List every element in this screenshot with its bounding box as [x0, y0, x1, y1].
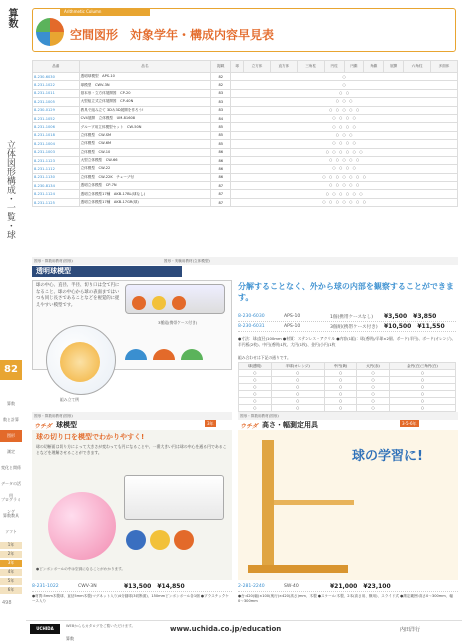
table-header: 品名 — [79, 61, 211, 73]
half-sphere-yellow — [150, 530, 170, 550]
table-row — [239, 384, 456, 391]
product-name: グループ用立体模型セット CW-50N — [79, 123, 211, 131]
product-spec-3: ●台:420(幅)×100(奥行)×420(高さ)mm、木製 ●スケール:木製、2本(高さ用、横用)、スライド式 ●測定範囲:高さ0〜300mm、幅0〜300mm — [238, 594, 453, 604]
half-discs-image — [125, 345, 215, 369]
table-cell: ○ — [324, 405, 357, 412]
product-code: 8-231-1003 — [33, 148, 80, 156]
grade-tab[interactable]: 6年 — [0, 587, 22, 594]
sidebar-tab[interactable]: 算数教具 — [3, 513, 19, 518]
product-name: 透明立体模型17種 AKB-17BL(球なし) — [79, 190, 211, 198]
footer-page-category: 算数 — [66, 636, 74, 641]
table-header: 三角柱 — [297, 61, 324, 73]
table-cell: ○ — [239, 398, 272, 405]
product-name: 立体模型 CW-10 — [79, 148, 211, 156]
footer-company: 内田洋行 — [400, 627, 421, 633]
coverage-marks: ○ — [231, 81, 458, 89]
product-spec: ●寸法：球(直径)100mm ●材質：ステンレス・アクリル ●内容(1組)：球(透明)/半球×2個、ボード(半円)、ボード(オレンジ)、半円板(2枚)、中円(透明)1枚、大円(1枚)、金円(小円)1枚 — [238, 336, 456, 347]
table-header: 六角柱 — [404, 61, 431, 73]
table-cell: ○ — [271, 398, 324, 405]
coverage-marks: ○ ○ — [231, 89, 458, 97]
price-row-3: 2-281-2240 SW-40 ¥21,000 ¥23,100 — [238, 582, 458, 592]
measure-post-image — [262, 440, 274, 570]
table-cell: ○ — [271, 384, 324, 391]
price-cell: ¥3,850 — [413, 313, 437, 320]
table-cell: ○ — [324, 370, 357, 377]
product-name: 立体模型 CW-22K チューブ付 — [79, 173, 211, 181]
product-headline: 分解することなく、外から球の内部を観察することができます。 — [238, 282, 454, 302]
storage-case-image — [124, 475, 224, 520]
table-cell: ○ — [271, 370, 324, 377]
coverage-marks: ○ ○ ○ — [231, 131, 458, 139]
page-ref: 82 — [211, 81, 231, 89]
table-cell: ○ — [239, 384, 272, 391]
sidebar-tab[interactable]: プログラミング — [1, 497, 21, 514]
page-ref: 86 — [211, 156, 231, 164]
price-cell: ¥3,500 — [384, 313, 408, 320]
page-ref: 83 — [211, 98, 231, 106]
category-label: 算数 — [6, 8, 17, 28]
price-cell: ¥10,500 — [384, 323, 412, 330]
product-name: CV4展開 立体模型 UM-81608 — [79, 114, 211, 122]
table-row — [239, 377, 456, 384]
table-cell: ○ — [357, 384, 390, 391]
page-ref: 86 — [211, 173, 231, 181]
sidebar-tab[interactable]: 算数 — [7, 401, 15, 406]
table-cell: ○ — [271, 391, 324, 398]
table-header: 角錐 — [364, 61, 384, 73]
image-annotation-2: 組み立て例 — [60, 397, 79, 402]
product-code: 8-231-1130 — [33, 173, 80, 181]
product-name: 透明球模型 APS-10 — [79, 73, 211, 81]
table-cell: ○ — [357, 370, 390, 377]
table-header: 大円(赤) — [357, 363, 390, 370]
product-name: 大型立体模型 CW-66 — [79, 156, 211, 164]
product-code: 8-231-1022 — [33, 81, 80, 89]
table-cell: ○ — [389, 391, 455, 398]
product-code: 8-230-8134 — [33, 182, 80, 190]
table-row — [33, 156, 458, 164]
image-annotation-3: ●ピンポンボールの中は空洞になることがわかります。 — [36, 567, 126, 571]
section-bar-2: 図形・算数用教材(図形) — [32, 412, 232, 420]
sidebar-tab[interactable]: データの活用 — [1, 481, 21, 498]
product-name: 教具で組み立て 3D＆3D展開を作ろう! — [79, 106, 211, 114]
combination-note: 組み合わせは下記の通りです。 — [238, 355, 291, 360]
price-cell: 8-230-6030 — [238, 314, 265, 319]
product-headline-2: 球の切り口を模型でわかりやすく! — [36, 433, 145, 441]
section-bar-1 — [32, 257, 458, 265]
table-row — [33, 140, 458, 148]
measure-base-image — [248, 565, 348, 573]
table-cell: ○ — [324, 398, 357, 405]
table-cell: ○ — [271, 405, 324, 412]
coverage-marks: ○ ○ ○ ○ ○ — [231, 106, 458, 114]
sidebar-tab[interactable]: 図形 — [0, 430, 22, 442]
product-code: 8-231-1004 — [33, 140, 80, 148]
table-cell: ○ — [357, 405, 390, 412]
page-ref: 83 — [211, 89, 231, 97]
sidebar-tab[interactable]: 変化と関係 — [1, 465, 21, 470]
price-row — [238, 322, 456, 332]
table-header: 半球(オレンジ) — [271, 363, 324, 370]
price-cell: 3個組(携帯ケース付き) — [330, 324, 378, 330]
table-cell: ○ — [389, 405, 455, 412]
product-code: 8-231-1052 — [33, 114, 80, 122]
table-row — [33, 114, 458, 122]
page-ref: 87 — [211, 182, 231, 190]
table-cell: ○ — [357, 377, 390, 384]
price-table — [238, 312, 456, 332]
grade-tab[interactable]: 2年 — [0, 551, 22, 558]
table-row — [33, 148, 458, 156]
table-cell: ○ — [239, 391, 272, 398]
price-cell: 1個(携帯ケースなし) — [330, 314, 374, 320]
price-cell: APS-10 — [284, 324, 301, 329]
table-cell: ○ — [239, 370, 272, 377]
table-cell: ○ — [357, 391, 390, 398]
price-cell: APS-10 — [284, 314, 301, 319]
product-name: 透明立体模型 CP-7N — [79, 182, 211, 190]
coverage-marks: ○ ○ ○ ○ — [231, 114, 458, 122]
coverage-marks: ○ ○ ○ ○ ○ ○ — [231, 190, 458, 198]
table-header: 中円(黄) — [324, 363, 357, 370]
table-header: 多面体 — [430, 61, 457, 73]
price-row — [238, 312, 456, 322]
table-cell: ○ — [389, 398, 455, 405]
page-ref: 85 — [211, 140, 231, 148]
product-description: 球の中心、直径、半径、切り口は全て円になること、球の中心から球の表面まではいつも同じ長さであることなどを視覚的に捉えやすい模型です。 — [36, 283, 120, 308]
page-ref: 87 — [211, 190, 231, 198]
table-row — [33, 73, 458, 81]
product-description-2: 球の切断面は切り方によって大きさが変わっても円になることや、一番大きい円は球の中心を通る円であることなどを理解させることができます。 — [36, 444, 227, 455]
table-row — [33, 190, 458, 198]
product-code: 8-231-1125 — [33, 198, 80, 206]
product-code: 8-231-1005 — [33, 98, 80, 106]
table-cell: ○ — [324, 384, 357, 391]
image-annotation: 3種組(携帯ケース付き) — [158, 320, 198, 325]
header-band: Arithmetic Column — [60, 8, 150, 16]
page-ref: 85 — [211, 131, 231, 139]
table-row — [33, 106, 458, 114]
table-row — [33, 89, 458, 97]
brand-logo: ウチダ — [34, 423, 52, 430]
section-bar-3: 図形・算数用教材(図形) — [238, 412, 458, 420]
table-row — [239, 405, 456, 412]
product-code: 8-230-6030 — [33, 73, 80, 81]
product-code: 8-230-0129 — [33, 106, 80, 114]
table-header: 円錐 — [344, 61, 364, 73]
combination-table — [238, 362, 456, 412]
page-ref: 86 — [211, 148, 231, 156]
table-header: 展開 — [384, 61, 404, 73]
grade-tab[interactable]: 5年 — [0, 578, 22, 585]
footer-note: WEBからもカタログをご覧いただけます。 — [66, 624, 136, 628]
table-row — [33, 165, 458, 173]
coverage-marks: ○ ○ ○ ○ — [231, 123, 458, 131]
brand-logo: ウチダ — [240, 423, 258, 430]
table-cell: ○ — [389, 370, 455, 377]
grade-tab[interactable]: 4年 — [0, 569, 22, 576]
table-row — [239, 391, 456, 398]
grade-tab[interactable]: 3年 — [0, 560, 22, 567]
table-header: 直方体 — [270, 61, 297, 73]
color-wheel-logo-icon — [36, 18, 64, 46]
subcategory-label: 立体図形構成・一覧・球 — [4, 140, 15, 239]
price-row-2: 8-231-1022 CWV-3N ¥13,500 ¥14,850 — [32, 582, 232, 592]
table-row — [33, 123, 458, 131]
measure-slider-image — [274, 500, 354, 505]
table-row — [33, 198, 458, 206]
table-row — [33, 131, 458, 139]
half-sphere-blue — [126, 530, 146, 550]
grade-badge: 3年 — [207, 421, 214, 426]
table-cell: ○ — [324, 391, 357, 398]
product-spec-2: ●材質:5mm木製球、直径5mm木製(マグネット入り)4分割球(3切断面)、150mmピンポンボール各1個 ●プラスチックケース入り — [32, 594, 229, 604]
product-code: 8-231-1112 — [33, 165, 80, 173]
grade-badge: 3-5-6年 — [402, 421, 417, 426]
half-sphere-image — [132, 296, 146, 310]
coverage-marks: ○ ○ ○ ○ ○ ○ ○ — [231, 173, 458, 181]
product-title-height-width-measure: 高さ・幅測定用具 — [262, 421, 318, 429]
product-code: 8-231-1123 — [33, 156, 80, 164]
table-header: 掲載 — [211, 61, 231, 73]
page-ref: 86 — [211, 165, 231, 173]
product-code: 8-231-1124 — [33, 190, 80, 198]
page-ref: 87 — [211, 198, 231, 206]
product-title-transparent-sphere: 透明球模型 — [32, 266, 182, 277]
product-name: 透明立体模型17種 AKB-17GR(球) — [79, 198, 211, 206]
table-cell: ○ — [357, 398, 390, 405]
product-code: 8-231-1018 — [33, 131, 80, 139]
page-ref: 85 — [211, 123, 231, 131]
table-header: 品番 — [33, 61, 80, 73]
page-number: 82 — [0, 360, 22, 380]
coverage-marks: ○ ○ ○ ○ — [231, 140, 458, 148]
bottom-page-number: 498 — [2, 600, 12, 606]
table-row — [33, 98, 458, 106]
half-sphere-image — [172, 296, 186, 310]
table-cell: ○ — [239, 405, 272, 412]
table-header: 球 — [231, 61, 244, 73]
table-row — [33, 182, 458, 190]
coverage-marks: ○ ○ ○ ○ — [231, 165, 458, 173]
grade-tab[interactable]: 1年 — [0, 542, 22, 549]
table-header: 球(透明) — [239, 363, 272, 370]
sidebar-tab[interactable]: ソフト — [5, 529, 17, 534]
table-cell: ○ — [324, 377, 357, 384]
table-row — [239, 398, 456, 405]
page-title: 空間図形 対象学年・構成内容早見表 — [70, 28, 275, 42]
table-row — [33, 81, 458, 89]
price-cell: 8-230-6031 — [238, 324, 265, 329]
price-cell: ¥11,550 — [417, 323, 445, 330]
page-ref: 82 — [211, 73, 231, 81]
product-name: 球模型 CWV-3N — [79, 81, 211, 89]
footer-brand: UCHIDA — [30, 624, 60, 634]
product-name: 立体模型 CW-SM — [79, 131, 211, 139]
table-header: 立方体 — [244, 61, 271, 73]
half-sphere-orange — [174, 530, 194, 550]
footer-url-link[interactable]: www.uchida.co.jp/education — [170, 625, 282, 633]
table-header: 円柱 — [324, 61, 344, 73]
table-cell: ○ — [389, 377, 455, 384]
coverage-marks: ○ ○ ○ ○ ○ — [231, 156, 458, 164]
product-title-sphere-model: 球模型 — [56, 421, 77, 429]
product-name: 立体模型 CW-22 — [79, 165, 211, 173]
product-name: 立体模型 CW-6M — [79, 140, 211, 148]
section-label: 図形・算数用教材(図形) — [34, 259, 73, 263]
sidebar-tab[interactable]: 数と計算 — [3, 417, 19, 422]
half-sphere-image — [152, 296, 166, 310]
inner-sphere-image — [60, 342, 100, 382]
section-tag: 図形・実験用教材(立体模型) — [163, 259, 210, 263]
coverage-marks: ○ ○ ○ ○ ○ ○ — [231, 148, 458, 156]
pink-sphere-image — [48, 492, 116, 560]
product-code: 8-231-1011 — [33, 89, 80, 97]
product-name: 大型組立式立体展開図 CP-40N — [79, 98, 211, 106]
table-cell: ○ — [389, 384, 455, 391]
product-code: 8-231-1006 — [33, 123, 80, 131]
product-headline-3: 球の学習に! — [352, 449, 423, 464]
table-cell: ○ — [239, 377, 272, 384]
table-row — [33, 173, 458, 181]
product-name: 基本形・立方体展開図 CP-20 — [79, 89, 211, 97]
coverage-marks: ○ ○ ○ ○ ○ — [231, 182, 458, 190]
page-ref: 84 — [211, 114, 231, 122]
sidebar-tab[interactable]: 測定 — [7, 449, 15, 454]
page-ref: 83 — [211, 106, 231, 114]
coverage-marks: ○ ○ ○ ○ ○ ○ ○ — [231, 198, 458, 206]
coverage-marks: ○ — [231, 73, 458, 81]
coverage-marks: ○ ○ ○ — [231, 98, 458, 106]
table-cell: ○ — [271, 377, 324, 384]
grade-lookup-table — [32, 60, 458, 207]
table-header: 金円(白)三角円(白) — [389, 363, 455, 370]
table-row — [239, 370, 456, 377]
